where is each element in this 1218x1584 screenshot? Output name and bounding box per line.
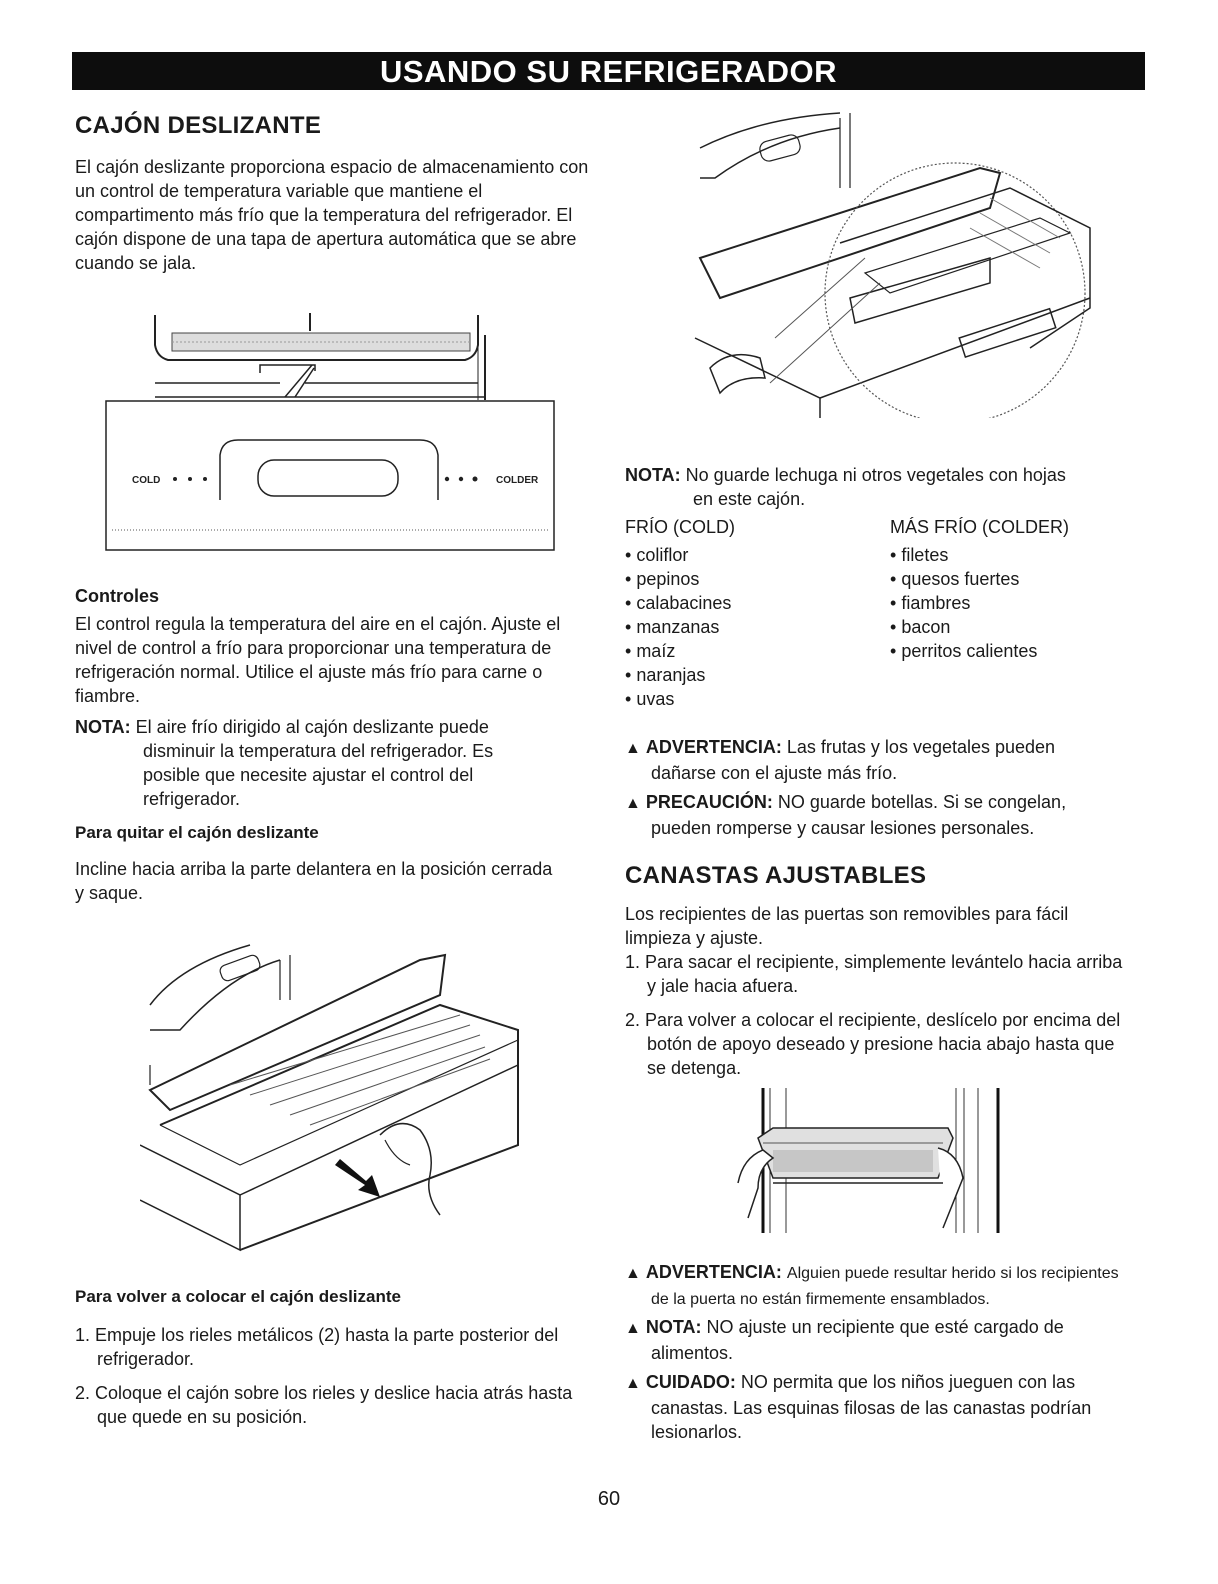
replace-step-2 <box>75 1381 585 1429</box>
warning-icon: ▲ <box>625 1375 641 1392</box>
warning-label: ADVERTENCIA: <box>645 1262 782 1282</box>
bins-care <box>625 1370 1140 1444</box>
note-text: No guarde lechuga ni otros vegetales con hojas <box>685 465 1066 485</box>
bins-warning <box>625 1260 1140 1312</box>
step-text: Para sacar el recipiente, simplemente levántelo hacia arriba y jale hacia afuera. <box>645 952 1123 996</box>
list-item: • fiambres <box>890 591 1037 615</box>
drawer-section-title: CAJÓN DESLIZANTE <box>75 112 322 139</box>
caution-label: PRECAUCIÓN: <box>645 792 773 812</box>
list-item: • pepinos <box>625 567 731 591</box>
list-item: • perritos calientes <box>890 639 1037 663</box>
warning-label: ADVERTENCIA: <box>645 737 782 757</box>
note-text: NO ajuste un recipiente que esté cargado de alimentos. <box>651 1317 1064 1363</box>
drawer-note-2 <box>625 463 1125 511</box>
replace-steps <box>75 1323 585 1429</box>
bins-section-title: CANASTAS AJUSTABLES <box>625 862 927 889</box>
note-label: NOTA: <box>645 1317 702 1337</box>
list-item: • manzanas <box>625 615 731 639</box>
warning-icon: ▲ <box>625 795 641 812</box>
control-panel-illustration <box>100 305 570 555</box>
cold-label: COLD <box>132 475 161 486</box>
bins-step-1 <box>625 950 1125 998</box>
list-item: • naranjas <box>625 663 731 687</box>
warning-icon: ▲ <box>625 740 641 757</box>
step-number: 2. <box>75 1383 91 1403</box>
bins-step-2 <box>625 1008 1125 1080</box>
list-item: • bacon <box>890 615 1037 639</box>
colder-heading: MÁS FRÍO (COLDER) <box>890 517 1070 537</box>
colder-items-list <box>890 543 1037 663</box>
list-item: • uvas <box>625 687 731 711</box>
step-text: Coloque el cajón sobre los rieles y deslice hacia atrás hasta que quede en su posición. <box>95 1383 573 1427</box>
caution-text: NO guarde botellas. Si se congelan, pueden romperse y causar lesiones personales. <box>651 792 1067 838</box>
controls-heading: Controles <box>75 586 160 606</box>
page-number: 60 <box>597 1488 621 1510</box>
bins-steps <box>625 950 1125 1080</box>
warning-icon: ▲ <box>625 1320 641 1337</box>
bins-intro: Los recipientes de las puertas son removibles para fácil limpieza y ajuste. <box>625 904 1069 948</box>
list-item: • calabacines <box>625 591 731 615</box>
note-text-rest: en este cajón. <box>693 489 806 509</box>
care-text: NO permita que los niños jueguen con las canastas. Las esquinas filosas de las canastas podrían lesionarlos. <box>651 1372 1092 1442</box>
note-text-rest: disminuir la temperatura del refrigerador. Es posible que necesite ajustar el control del refrigerador. <box>143 741 494 809</box>
colder-label: COLDER <box>496 475 539 486</box>
bins-note <box>625 1315 1130 1365</box>
list-item: • coliflor <box>625 543 731 567</box>
drawer-intro: El cajón deslizante proporciona espacio de almacenamiento con un control de temperatura variable que mantiene el compartimento más frío que la temperatura del refrigerador. El cajón dispone de una tapa de apertura automática que se abre cuando se jala. <box>75 157 589 273</box>
step-number: 1. <box>625 952 641 972</box>
step-text: Para volver a colocar el recipiente, deslícelo por encima del botón de apoyo deseado y presione hacia abajo hasta que se detenga. <box>645 1010 1121 1078</box>
warning-icon: ▲ <box>625 1265 641 1282</box>
drawer-detail-illustration <box>690 108 1100 418</box>
drawer-note-1 <box>75 715 545 811</box>
step-number: 2. <box>625 1010 641 1030</box>
note-label: NOTA: <box>625 465 681 485</box>
list-item: • quesos fuertes <box>890 567 1037 591</box>
remove-text: Incline hacia arriba la parte delantera en la posición cerrada y saque. <box>75 859 553 903</box>
step-text: Empuje los rieles metálicos (2) hasta la parte posterior del refrigerador. <box>95 1325 559 1369</box>
cold-heading: FRÍO (COLD) <box>625 517 735 537</box>
page-header-banner: USANDO SU REFRIGERADOR <box>72 52 1145 90</box>
replace-heading: Para volver a colocar el cajón deslizante <box>75 1287 401 1306</box>
warning-text: Alguien puede resultar herido si los recipientes de la puerta no están firmemente ensamblados. <box>651 1265 1119 1308</box>
note-text: El aire frío dirigido al cajón deslizante puede <box>135 717 489 737</box>
remove-heading: Para quitar el cajón deslizante <box>75 823 319 842</box>
care-label: CUIDADO: <box>645 1372 736 1392</box>
drawer-caution <box>625 790 1130 840</box>
warning-text: Las frutas y los vegetales pueden dañarse con el ajuste más frío. <box>651 737 1056 783</box>
replace-step-1 <box>75 1323 585 1371</box>
drawer-warning <box>625 735 1125 785</box>
list-item: • maíz <box>625 639 731 663</box>
cold-items-list <box>625 543 731 711</box>
note-label: NOTA: <box>75 717 131 737</box>
drawer-removal-illustration <box>140 935 530 1265</box>
door-bin-illustration <box>728 1088 1008 1238</box>
list-item: • filetes <box>890 543 1037 567</box>
controls-text: El control regula la temperatura del aire en el cajón. Ajuste el nivel de control a frío para proporcionar una temperatura de refrigeración normal. Utilice el ajuste más frío para carne o fiambre. <box>75 614 561 706</box>
step-number: 1. <box>75 1325 91 1345</box>
